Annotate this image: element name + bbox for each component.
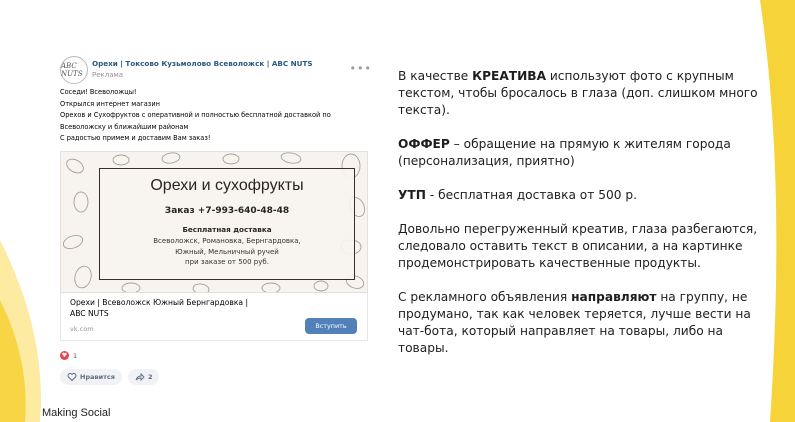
note-keyword: УТП [398,188,426,202]
link-domain: vk.com [70,325,94,333]
note-keyword: ОФФЕР [398,137,450,151]
note-paragraph [398,136,763,170]
note-keyword: направляют [571,290,657,304]
share-button[interactable] [128,369,160,385]
link-snippet[interactable] [60,293,368,341]
note-text: - бесплатная доставка от 500 р. [425,188,637,202]
creative-min-order: при заказе от 500 руб. [185,258,269,266]
note-paragraph [398,221,763,272]
analysis-notes [398,68,763,374]
post-text-line: Соседи! Всеволожцы! [60,88,137,96]
more-options-icon[interactable]: ••• [349,62,372,75]
ad-creative-image[interactable] [60,151,368,293]
note-text: В качестве [398,69,473,83]
avatar-logo-text: ABC NUTS [61,62,83,78]
creative-towns-line: Всеволожск, Романовка, Бернгардовка, [153,237,301,245]
join-button[interactable]: Вступить [305,318,357,334]
note-text: С рекламного объявления [398,290,572,304]
creative-towns-line: Южный, Мельничный ручей [175,247,279,256]
ad-label: Реклама [92,71,124,79]
share-count: 2 [147,373,153,381]
note-text: используют фото с крупным текстом, чтобы бросалось в глаза (доп. слишком много текста). [398,69,758,117]
note-paragraph [398,68,763,119]
avatar[interactable] [60,56,88,84]
note-text: – обращение на прямую к жителям города (персонализация, приятно) [398,137,731,168]
vk-ad-post [52,52,382,397]
share-icon [135,372,145,382]
post-text-line: Всеволожску и ближайшим районам [60,122,189,131]
heart-icon: ♥ [61,352,68,359]
creative-phone: Заказ +7-993-640-48-48 [164,206,290,216]
post-text-line: С радостью примем и доставим Вам заказ! [60,134,211,142]
link-title[interactable] [70,297,300,319]
page-name-link[interactable]: Орехи | Токсово Кузьмолово Всеволожск | ABC NUTS [92,59,313,68]
link-title-line: Орехи | Всеволожск Южный Бернгардовка | [70,298,249,307]
like-button[interactable] [60,369,122,385]
likes-summary[interactable] [60,351,77,360]
creative-delivery: Бесплатная доставка [182,225,272,234]
post-text-line: Орехов и Сухофруктов с оперативной и полностью бесплатной доставкой по [60,111,331,119]
post-actions [60,369,159,385]
post-text-line: Открылся интернет магазин [60,99,160,108]
note-keyword: КРЕАТИВА [472,69,547,83]
like-label: Нравится [80,373,115,381]
note-paragraph [398,187,763,204]
heart-outline-icon [67,372,77,382]
brand-caption: Making Social [42,407,111,419]
creative-headline: Орехи и сухофрукты [150,177,304,194]
link-title-line: ABC NUTS [70,309,109,318]
note-text: Довольно перегруженный креатив, глаза разбегаются, следовало оставить текст в описании, а на картинке продемонстрировать качественные продукты. [398,222,758,270]
post-text [60,87,370,145]
likes-count: 1 [73,351,78,360]
creative-towns [100,236,354,268]
note-text: на группу, не продумано, так как человек теряется, лучше вести на чат-бота, который направляет на товары, либо на товары. [398,290,751,355]
creative-frame [99,168,355,280]
note-paragraph [398,289,763,357]
post-header [60,56,378,90]
